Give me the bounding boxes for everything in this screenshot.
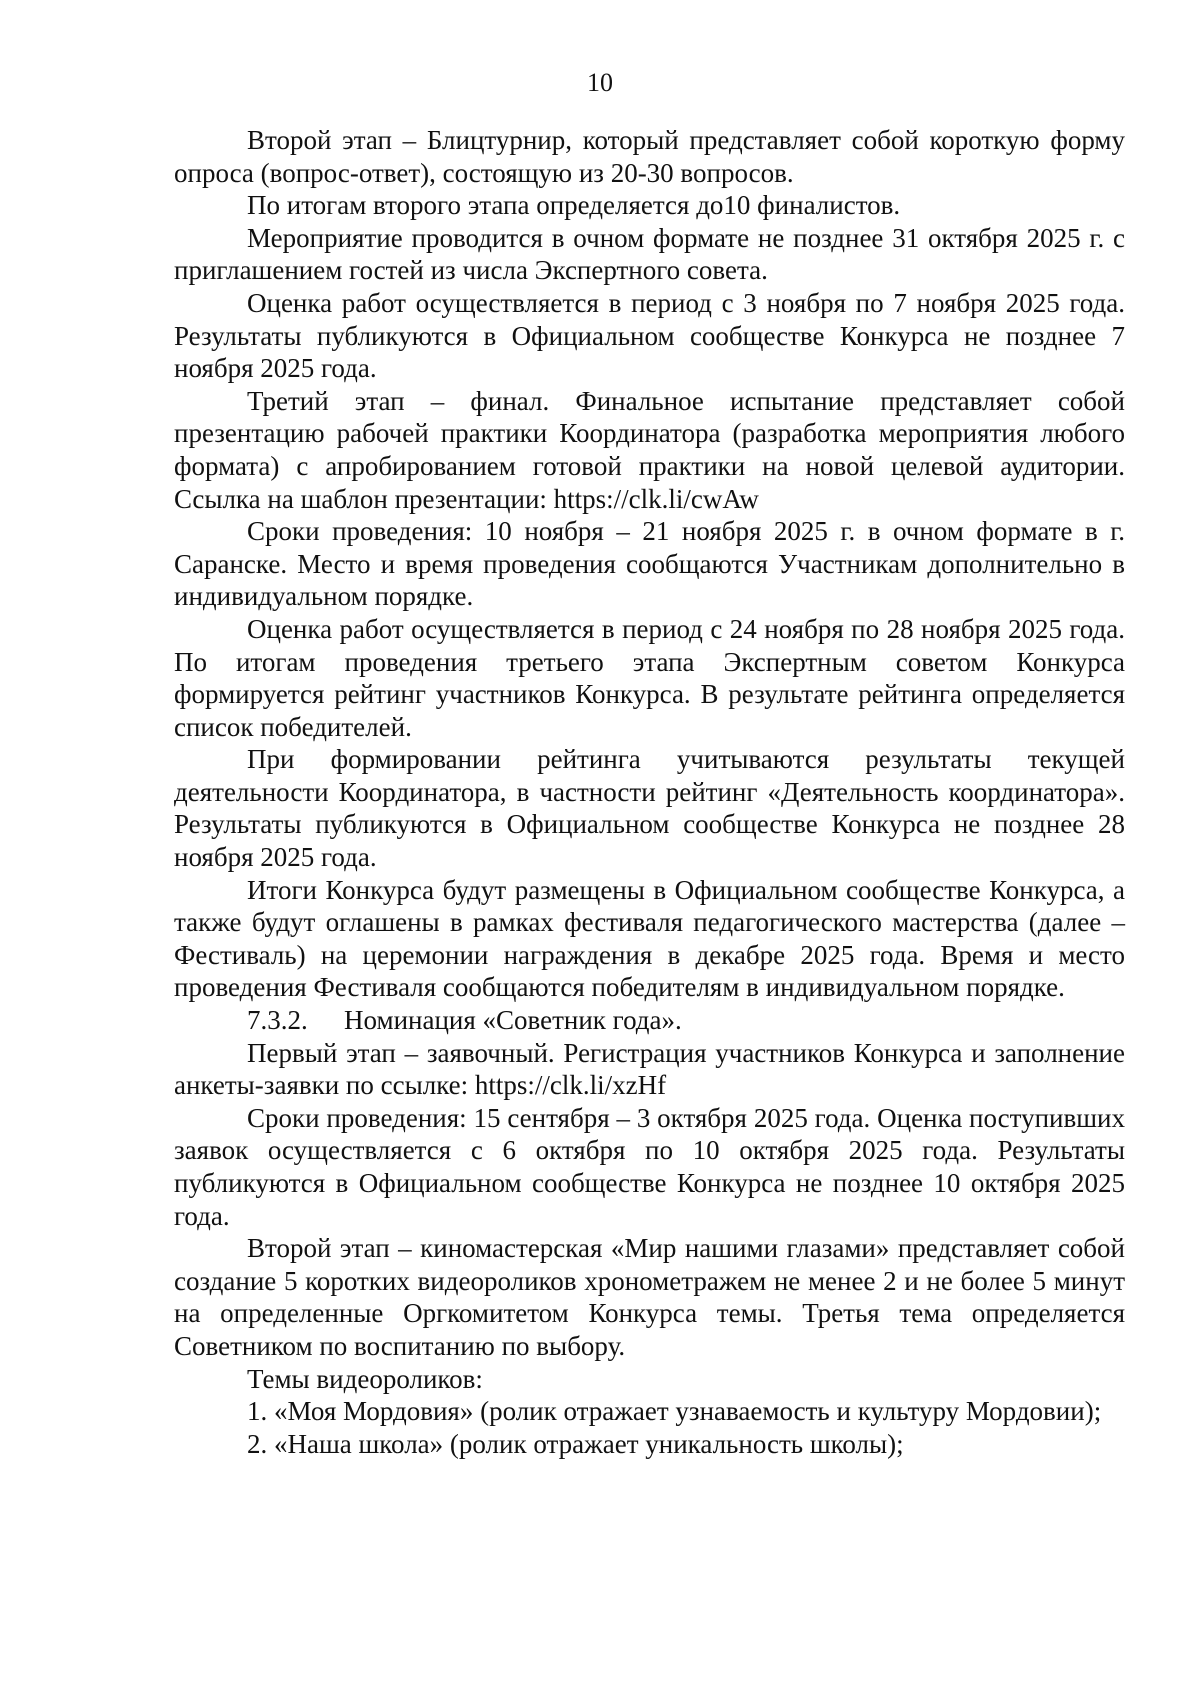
list-item: 2. «Наша школа» (ролик отражает уникальность школы); [247, 1428, 904, 1459]
paragraph: Сроки проведения: 10 ноября – 21 ноября 2025 г. в очном формате в г. Саранске. Место и время проведения сообщаются Участникам дополнительно в индивидуальном порядке. [174, 516, 1125, 612]
paragraph: Оценка работ осуществляется в период с 24 ноября по 28 ноября 2025 года. По итогам проведения третьего этапа Экспертным советом Конкурса формируется рейтинг участников Конкурса. В результате рейтинга определяется список победителей. [174, 613, 1125, 742]
paragraph: Второй этап – Блицтурнир, который представляет собой короткую форму опроса (вопрос-ответ), состоящую из 20-30 вопросов. [174, 125, 1125, 188]
list-item: 1. «Моя Мордовия» (ролик отражает узнаваемость и культуру Мордовии); [247, 1396, 1102, 1427]
section-number: 7.3.2. [247, 1005, 308, 1036]
paragraph: Второй этап – киномастерская «Мир нашими глазами» представляет собой создание 5 коротких видеороликов хронометражем не менее 2 и не более 5 минут на определенные Оргкомитетом Конкурса темы. Третья тема определяется Советником по воспитанию по выбору. [174, 1233, 1125, 1361]
paragraph: При формировании рейтинга учитываются результаты текущей деятельности Координатора, в частности рейтинг «Деятельность координатора». Результаты публикуются в Официальном сообществе Конкурса не позднее 28 ноября 2025 года. [174, 744, 1125, 873]
paragraph: Темы видеороликов: [247, 1363, 483, 1394]
paragraph: Сроки проведения: 15 сентября – 3 октября 2025 года. Оценка поступивших заявок осуществляется с 6 октября по 10 октября 2025 года. Результаты публикуются в Официальном сообществе Конкурса не позднее 10 октября 2025 года. [174, 1102, 1125, 1231]
paragraph: Мероприятие проводится в очном формате не позднее 31 октября 2025 г. с приглашением гостей из числа Экспертного совета. [174, 222, 1125, 286]
paragraph: По итогам второго этапа определяется до10 финалистов. [247, 190, 901, 221]
paragraph: Оценка работ осуществляется в период с 3 ноября по 7 ноября 2025 года. Результаты публикуются в Официальном сообществе Конкурса не позднее 7 ноября 2025 года. [174, 287, 1125, 384]
paragraph: Итоги Конкурса будут размещены в Официальном сообществе Конкурса, а также будут оглашены в рамках фестиваля педагогического мастерства (далее – Фестиваль) на церемонии награждения в декабре 2025 года. Время и место проведения Фестиваля сообщаются победителям в индивидуальном порядке. [174, 874, 1125, 1003]
paragraph: Третий этап – финал. Финальное испытание представляет собой презентацию рабочей практики Координатора (разработка мероприятия любого формата) с апробированием готовой практики на новой целевой аудитории. Ссылка на шаблон презентации: https://clk.li/cwAw [174, 385, 1125, 514]
page-number: 10 [587, 68, 613, 97]
section-title: Номинация «Советник года». [344, 1005, 682, 1036]
section-heading [174, 1004, 1125, 1037]
paragraph: Первый этап – заявочный. Регистрация участников Конкурса и заполнение анкеты-заявки по ссылке: https://clk.li/xzHf [174, 1037, 1125, 1101]
document-body [174, 124, 1125, 1460]
